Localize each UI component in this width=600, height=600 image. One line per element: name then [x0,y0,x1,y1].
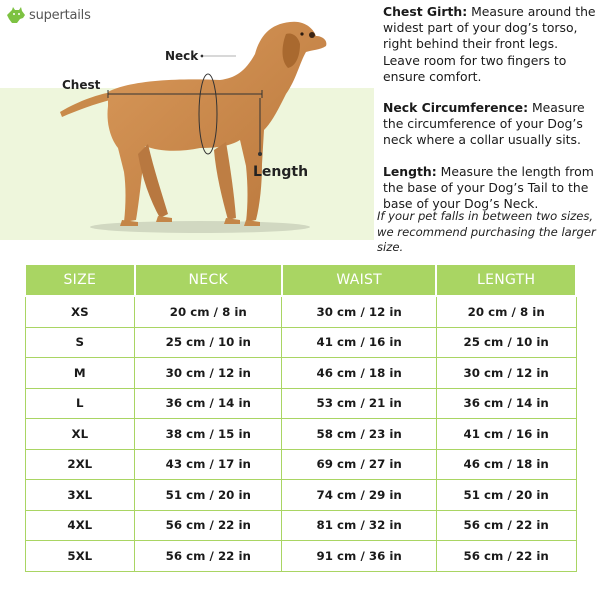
length-cell: 30 cm / 12 in [436,358,576,389]
chest-text: Measure around the widest part of your dog’s torso, right behind their front legs. Leave room for two fingers to ensure comfort. [383,4,596,84]
length-cell: 41 cm / 16 in [436,419,576,450]
length-title: Length: [383,163,437,179]
neck-cell: 56 cm / 22 in [135,541,282,572]
neck-label: Neck [165,49,199,63]
length-text: Measure the length from the base of your Dog’s Tail to the base of your Dog’s Neck. [383,163,594,212]
waist-cell: 58 cm / 23 in [282,419,436,450]
header-size: SIZE [25,264,135,296]
table-row [25,510,576,541]
waist-cell: 91 cm / 36 in [282,541,436,572]
size-cell: 3XL [25,480,135,511]
table-header-row [25,264,576,296]
size-note: If your pet falls in between two sizes, we recommend purchasing the larger size. [377,209,596,255]
waist-cell: 69 cm / 27 in [282,449,436,480]
table-row [25,388,576,419]
chest-label: Chest [62,78,101,92]
size-cell: XS [25,296,135,327]
table-row [25,327,576,358]
neck-cell: 56 cm / 22 in [135,510,282,541]
size-table [24,263,577,572]
length-label: Length [253,164,309,180]
table-row [25,358,576,389]
length-cell: 36 cm / 14 in [436,388,576,419]
dog-illustration [50,14,340,236]
length-cell: 25 cm / 10 in [436,327,576,358]
length-cell: 56 cm / 22 in [436,510,576,541]
length-cell: 56 cm / 22 in [436,541,576,572]
length-cell: 51 cm / 20 in [436,480,576,511]
header-waist: WAIST [282,264,436,296]
size-cell: L [25,388,135,419]
measurement-instructions [383,4,598,227]
header-neck: NECK [135,264,282,296]
neck-title: Neck Circumference: [383,100,529,116]
size-cell: XL [25,419,135,450]
chest-instruction [383,4,598,85]
header-length: LENGTH [436,264,576,296]
waist-cell: 74 cm / 29 in [282,480,436,511]
neck-cell: 38 cm / 15 in [135,419,282,450]
length-cell: 46 cm / 18 in [436,449,576,480]
neck-text: Measure the circumference of your Dog’s neck where a collar usually sits. [383,100,585,148]
table-row [25,419,576,450]
neck-cell: 51 cm / 20 in [135,480,282,511]
waist-cell: 46 cm / 18 in [282,358,436,389]
neck-cell: 43 cm / 17 in [135,449,282,480]
neck-instruction [383,100,598,149]
waist-cell: 30 cm / 12 in [282,296,436,327]
dog-logo-icon [6,6,26,24]
length-instruction [383,164,598,213]
neck-cell: 30 cm / 12 in [135,358,282,389]
neck-cell: 36 cm / 14 in [135,388,282,419]
length-cell: 20 cm / 8 in [436,296,576,327]
table-row [25,449,576,480]
size-cell: M [25,358,135,389]
waist-cell: 53 cm / 21 in [282,388,436,419]
size-cell: 5XL [25,541,135,572]
neck-cell: 20 cm / 8 in [135,296,282,327]
table-row [25,480,576,511]
brand-name: supertails [29,7,91,23]
waist-cell: 41 cm / 16 in [282,327,436,358]
table-row [25,541,576,572]
size-cell: S [25,327,135,358]
table-row [25,296,576,327]
chest-title: Chest Girth: [383,4,468,19]
waist-cell: 81 cm / 32 in [282,510,436,541]
size-chart [24,263,577,572]
neck-cell: 25 cm / 10 in [135,327,282,358]
size-cell: 4XL [25,510,135,541]
size-cell: 2XL [25,449,135,480]
measurement-guide [0,0,600,255]
